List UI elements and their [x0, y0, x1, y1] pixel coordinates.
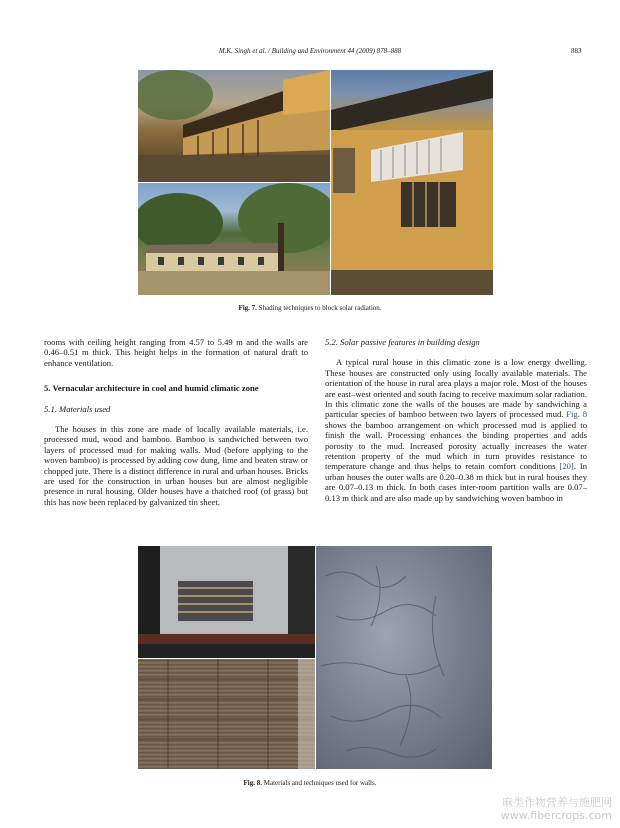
watermark-line-2: www.fibercrops.com [500, 809, 612, 822]
subsection-heading-5-2: 5.2. Solar passive features in building design [325, 337, 480, 347]
figure-8-caption-text: Materials and techniques used for walls. [263, 779, 377, 787]
figure-7-caption [0, 304, 620, 312]
figure-7-caption-text: Shading techniques to block solar radiation. [258, 304, 382, 312]
right-paragraph-part-a: A typical rural house in this climatic zone is a low energy dwelling. These houses are constructed only using locally available materials. The orientation of the house in rural area plays a major role. Most of the houses are east–west oriented and south facing to receive maximum solar radiation. In this climatic zone the walls of the houses are made by sandwiching a particular species of bamboo between two layers of processed mud. [325, 357, 587, 420]
figure-8-caption [0, 779, 620, 787]
photo-veranda-building [138, 70, 330, 182]
running-head: M.K. Singh et al. / Building and Environment 44 (2009) 878–888 [218, 47, 402, 55]
photo-bamboo-wall-exposed [138, 546, 315, 658]
page-number: 883 [571, 47, 582, 55]
photo-woven-bamboo-wall [138, 659, 315, 769]
left-paragraph-2: The houses in this zone are made of locally available materials, i.e. processed mud, wood and bamboo. Bamboo is sandwiched between two layers of processed mud for making walls. Mud (before applying to the woven bamboo) is processed by adding cow dung, lime and beaten straw or chopped jute. There is a distinct difference in rural and urban houses. Bricks are used for the construction in urban houses but are almost negligible presence in rural housing. Older houses have a thatched roof (of grass) but this has now been replaced by galvanized tin sheet. [44, 424, 308, 507]
figure-8-label: Fig. 8. [243, 779, 262, 787]
section-heading-5: 5. Vernacular architecture in cool and humid climatic zone [44, 383, 259, 394]
subsection-heading-5-1: 5.1. Materials used [44, 403, 111, 414]
left-column [44, 337, 308, 507]
citation-20-link[interactable]: [20] [559, 461, 574, 472]
figure-7-label: Fig. 7. [238, 304, 257, 312]
watermark [501, 796, 612, 822]
fig-8-reference-link[interactable]: Fig. 8 [566, 409, 587, 420]
photo-wall-window-shade [331, 70, 493, 295]
photo-long-house-with-trees [138, 183, 330, 295]
photo-mud-wall-texture [316, 546, 492, 769]
left-paragraph-1: rooms with ceiling height ranging from 4.57 to 5.49 m and the walls are 0.46–0.51 m thick. This height helps in the formation of natural draft to enhance ventilation. [44, 337, 308, 368]
right-paragraph-part-c: . In urban houses the outer walls are 0.20–0.38 m thick but in rural houses they are 0.07–0.13 m thick. In both cases inter-room partition walls are 0.07–0.13 m thick and are also made up by sandwiching woven bamboo in [325, 461, 587, 503]
watermark-line-1: 麻类作物营养与施肥网 [502, 796, 612, 809]
right-column [325, 337, 587, 503]
right-paragraph [325, 357, 587, 503]
right-paragraph-part-b: shows the bamboo arrangement on which processed mud is applied to finish the wall. Processing enhances the binding properties and adds porosity to the mud. Increased porosity actually increases the water retention property of the mud which in turn provides resistance to temperature change and thus helps to retain comfort conditions [325, 419, 587, 472]
